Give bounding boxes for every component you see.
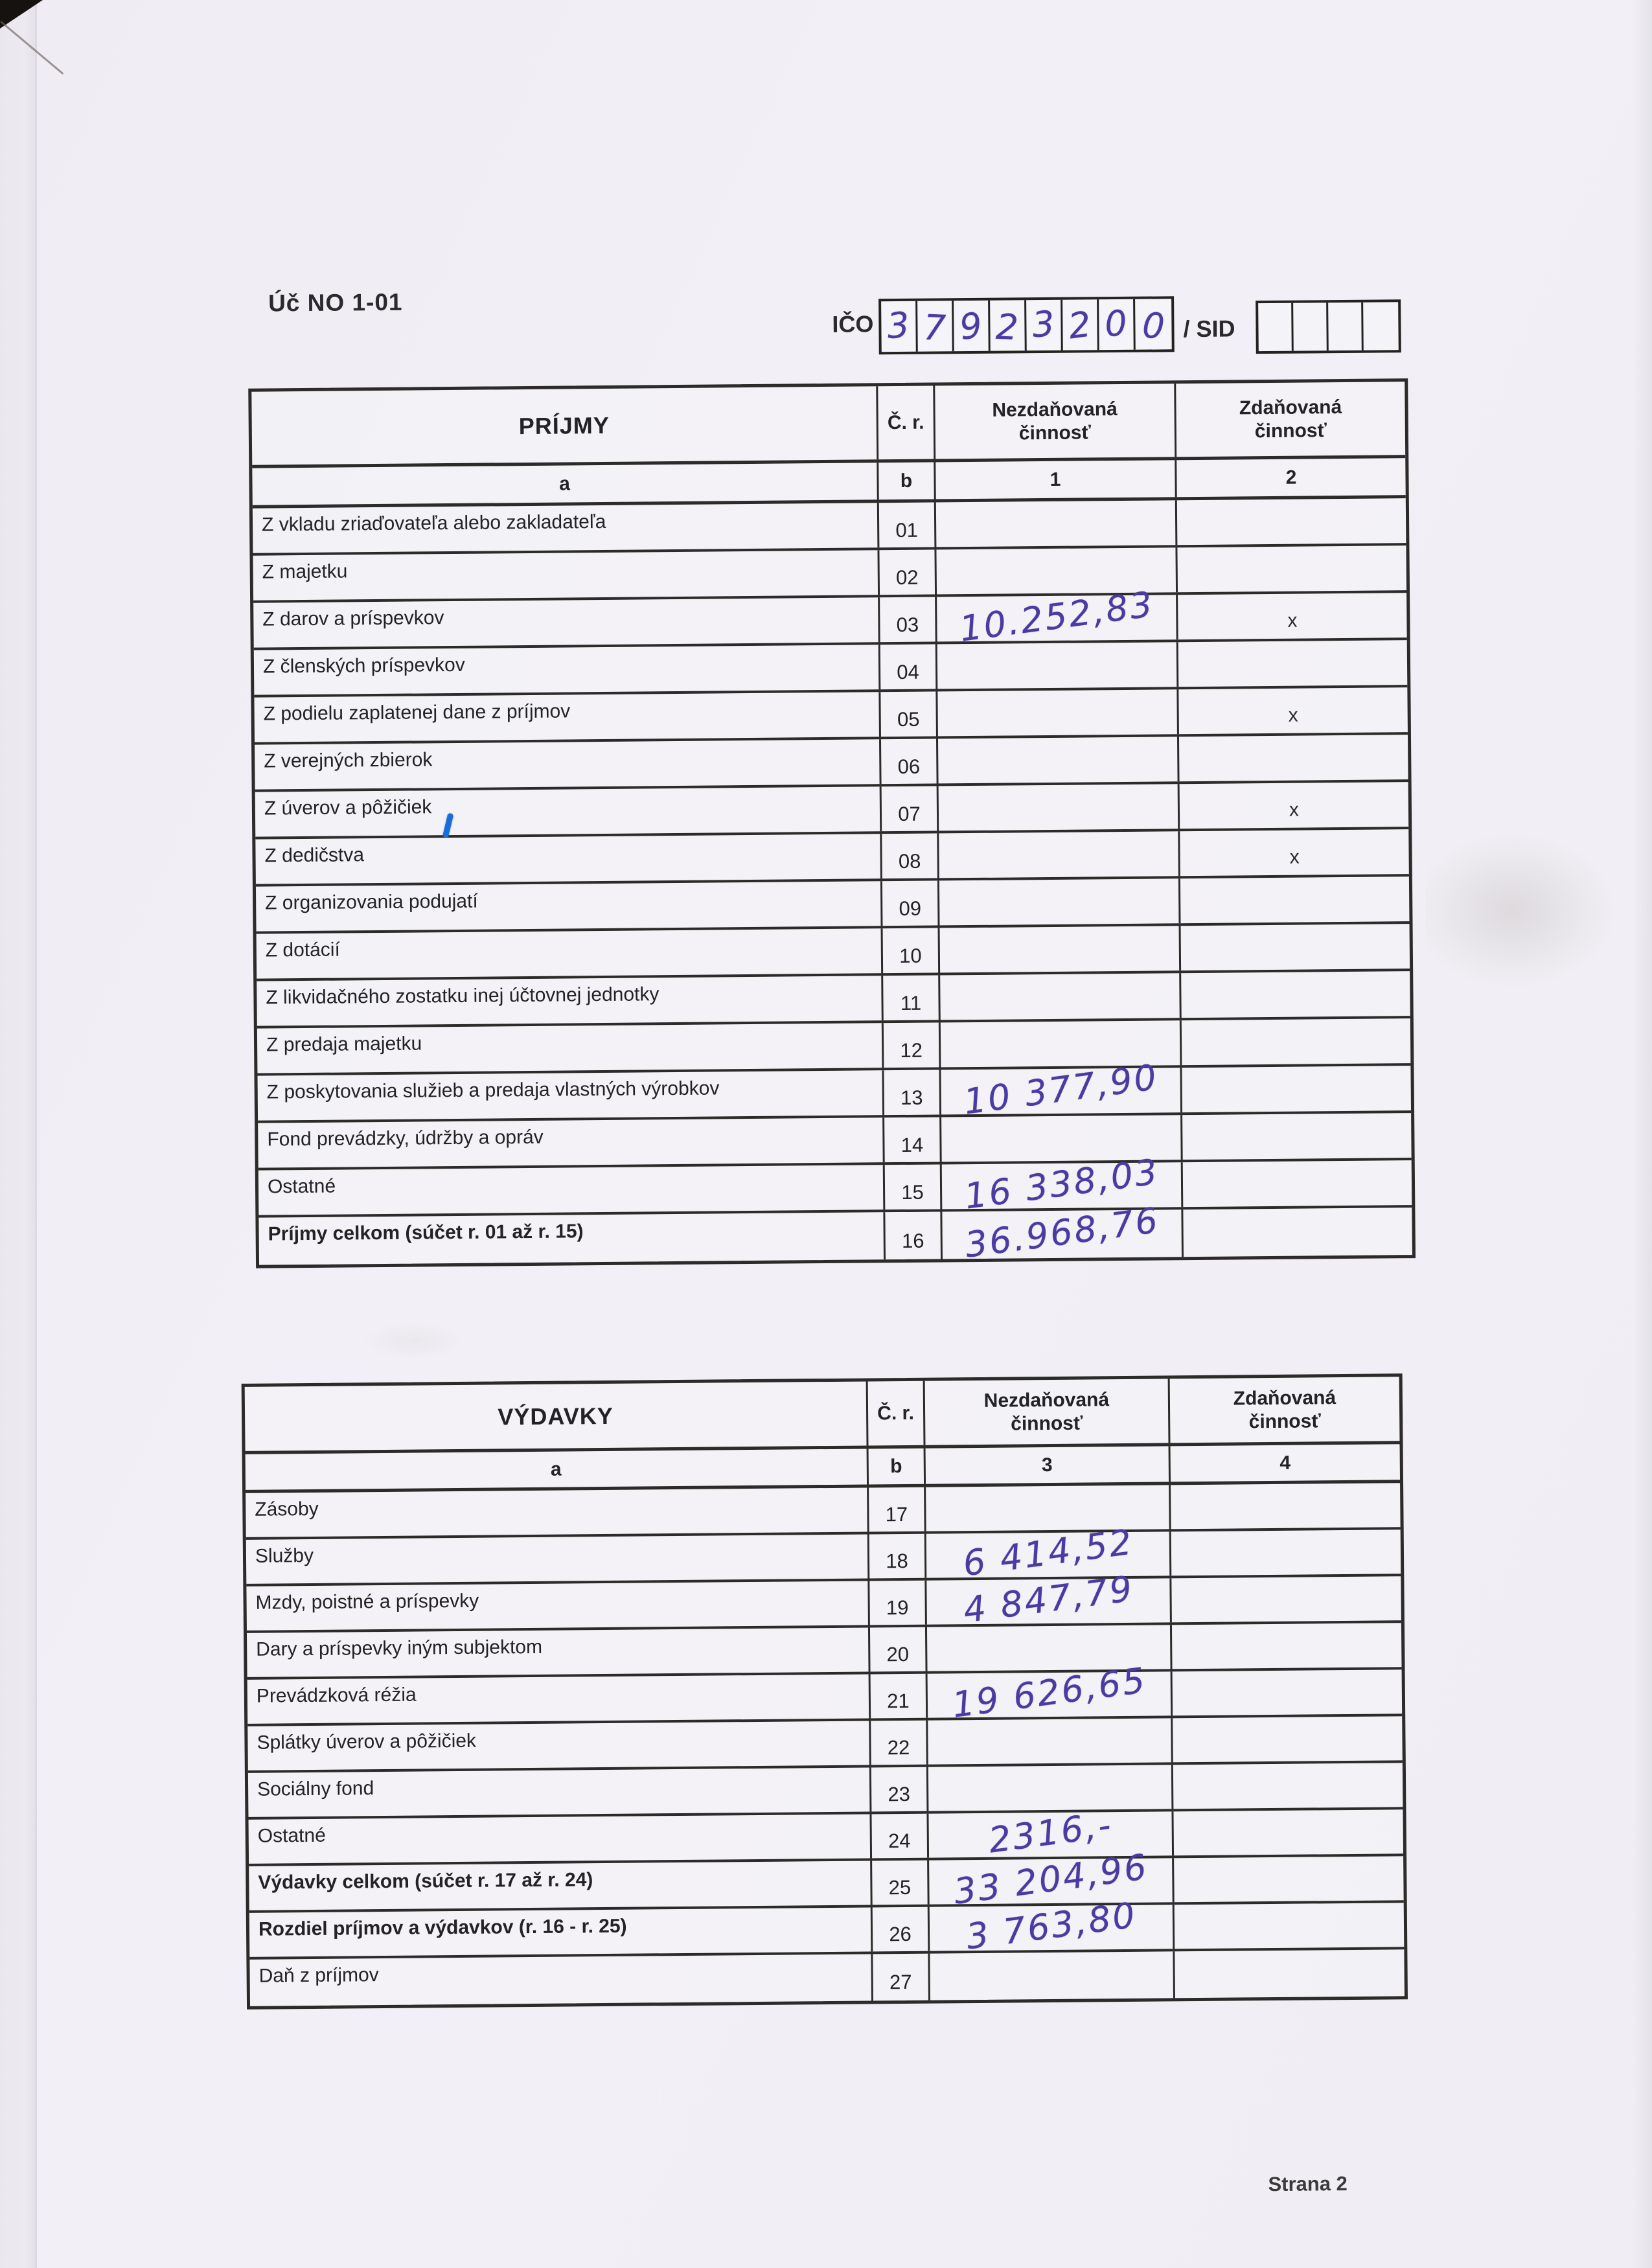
column-header-untaxed-activity: Nezdaňovaná činnosť [935,384,1176,459]
handwritten-digit: 2 [1066,303,1094,347]
untaxed-value-cell [937,642,1179,689]
row-number: 06 [881,739,939,784]
row-label: Z organizovania podujatí [256,881,883,931]
income-table-header-row [251,382,1405,468]
untaxed-value-cell [937,689,1179,736]
handwritten-value: 36.968,76 [962,1199,1162,1266]
row-number: 14 [884,1117,942,1162]
subheader-col3: 3 [926,1446,1171,1483]
handwritten-value: 3 763,80 [963,1894,1139,1958]
handwritten-value: 6 414,52 [960,1521,1136,1585]
row-label: Príjmy celkom (súčet r. 01 až r. 15) [258,1212,886,1265]
untaxed-value-cell [926,1568,1172,1631]
column-header-row-number: Č. r. [878,385,935,459]
row-number: 22 [871,1721,928,1765]
row-number: 24 [871,1814,929,1859]
taxed-value-cell: x [1289,846,1300,868]
untaxed-value-cell [926,1521,1172,1585]
handwritten-value: 2316,- [985,1804,1115,1861]
row-label: Mzdy, poistné a príspevky [246,1581,870,1630]
digit-box [1328,303,1364,350]
expense-table [242,1373,1408,2010]
handwritten-digit: 3 [1031,303,1057,345]
row-number: 21 [871,1674,928,1719]
subheader-col4: 4 [1279,1452,1291,1474]
digit-box [1026,300,1063,350]
untaxed-value-cell [941,1056,1182,1123]
row-number: 20 [870,1627,928,1672]
row-number: 23 [871,1767,929,1812]
income-table [248,378,1416,1268]
handwritten-value: 16 338,03 [961,1151,1162,1217]
digit-box [917,301,954,351]
taxed-value-cell [1175,1949,1405,1998]
digit-box [1258,303,1294,351]
untaxed-value-cell [928,1765,1174,1811]
digit-box [954,301,991,351]
row-label: Ostatné [258,1165,886,1215]
taxed-value-cell [1177,545,1406,592]
row-label: Výdavky celkom (súčet r. 17 až r. 24) [249,1861,873,1910]
digit-box [1099,299,1136,350]
row-number: 09 [882,880,940,926]
form-code: Úč NO 1-01 [268,288,403,317]
untaxed-value-cell [938,737,1180,783]
row-number: 25 [872,1861,930,1905]
expense-table-header-row [245,1377,1400,1454]
untaxed-value-cell [942,1199,1184,1266]
subheader-col2: 2 [1285,466,1297,488]
column-header-untaxed-activity: Nezdaňovaná činnosť [925,1379,1171,1445]
taxed-value-cell [1177,498,1406,545]
row-label: Služby [246,1534,870,1583]
digit-box [1062,299,1099,350]
untaxed-value-cell [940,926,1182,972]
taxed-value-cell [1178,640,1408,687]
taxed-value-cell [1181,924,1410,970]
taxed-value-cell [1173,1669,1403,1715]
row-number: 01 [879,502,937,547]
row-label: Zásoby [246,1487,869,1537]
handwritten-digit: 7 [923,306,947,349]
untaxed-value-cell [930,1894,1175,1958]
row-number: 12 [884,1022,941,1068]
table-row [249,1949,1405,2006]
row-number: 16 [885,1211,943,1259]
taxed-value-cell: x [1288,704,1298,726]
table-row [258,1199,1412,1266]
untaxed-value-cell [940,973,1182,1020]
column-header-row-number: Č. r. [868,1381,926,1446]
taxed-value-cell [1181,971,1410,1018]
taxed-value-cell [1171,1529,1401,1575]
row-label: Z členských príspevkov [254,645,881,694]
handwritten-value: 10.252,83 [957,583,1156,650]
digit-box [1135,299,1172,349]
row-number: 05 [880,691,938,737]
untaxed-value-cell [936,500,1178,547]
row-label: Rozdiel príjmov a výdavkov (r. 16 - r. 25) [249,1907,873,1956]
row-label: Prevádzková réžia [247,1674,871,1723]
ico-label: IČO [832,310,874,338]
row-number: 18 [869,1534,927,1579]
taxed-value-cell [1179,735,1408,781]
row-label: Z poskytovania služieb a predaja vlastných výrobkov [257,1070,884,1120]
row-label: Z majetku [253,550,880,600]
row-number: 17 [869,1487,926,1532]
subheader-a: a [246,1449,869,1489]
handwritten-digit: 3 [886,304,912,347]
row-number: 04 [880,644,938,689]
taxed-value-cell [1173,1716,1403,1762]
row-label: Fond prevádzky, údržby a opráv [258,1117,885,1167]
row-label: Z dedičstva [255,834,882,884]
row-label: Z úverov a pôžičiek [255,786,882,836]
taxed-value-cell [1180,876,1410,923]
row-label: Splátky úverov a pôžičiek [247,1721,871,1770]
sid-label: / SID [1183,315,1235,343]
row-number: 07 [882,786,939,831]
row-label: Sociálny fond [248,1767,872,1816]
taxed-value-cell [1173,1763,1403,1809]
handwritten-digit: 9 [957,304,985,348]
row-number: 19 [869,1581,927,1625]
taxed-value-cell [1182,1066,1411,1112]
handwritten-digit: 0 [1103,302,1129,345]
row-label: Z predaja majetku [257,1023,884,1073]
row-number: 13 [884,1070,941,1115]
sid-input-boxes [1256,299,1401,354]
digit-box [1363,302,1399,350]
column-header-taxed-activity: Zdaňovaná činnosť [1233,1386,1337,1432]
row-label: Z darov a príspevkov [253,597,880,647]
column-header-taxed-activity: Zdaňovaná činnosť [1239,396,1342,442]
taxed-value-cell [1173,1809,1403,1855]
handwritten-value: 4 847,79 [960,1568,1136,1631]
row-number: 11 [883,975,941,1020]
taxed-value-cell [1171,1483,1401,1529]
subheader-a: a [252,463,878,505]
untaxed-value-cell [937,583,1178,650]
handwritten-value: 33 204,96 [951,1846,1151,1912]
untaxed-value-cell [930,1951,1175,2000]
handwritten-value: 19 626,65 [949,1659,1149,1726]
subheader-col1: 1 [935,460,1176,499]
taxed-value-cell [1182,1113,1412,1160]
row-label: Z verejných zbierok [255,739,882,789]
row-number: 27 [873,1954,930,2001]
row-label: Z podielu zaplatenej dane z príjmov [254,692,881,742]
expense-table-title: VÝDAVKY [245,1381,869,1450]
taxed-value-cell [1182,1018,1411,1065]
untaxed-value-cell [929,1846,1175,1912]
subheader-b: b [869,1449,926,1485]
taxed-value-cell [1183,1160,1412,1207]
row-label: Ostatné [249,1814,873,1863]
ico-input-boxes [878,296,1175,354]
row-number: 15 [885,1164,943,1209]
digit-box [990,300,1027,350]
untaxed-value-cell [939,831,1180,878]
digit-box [881,301,918,352]
row-number: 08 [882,833,939,878]
taxed-value-cell [1171,1576,1401,1622]
row-label: Z vkladu zriaďovateľa alebo zakladateľa [253,503,880,553]
untaxed-value-cell [928,1659,1173,1726]
untaxed-value-cell [928,1718,1173,1764]
handwritten-digit: 0 [1141,304,1165,347]
row-number: 10 [883,928,941,973]
page-number: Strana 2 [1268,2172,1348,2196]
row-number: 03 [880,597,937,642]
row-label: Dary a príspevky iným subjektom [247,1627,871,1677]
taxed-value-cell: x [1289,799,1300,821]
taxed-value-cell [1174,1856,1404,1902]
row-label: Z dotácií [257,928,884,978]
handwritten-digit: 2 [995,306,1020,348]
handwritten-value: 10 377,90 [961,1056,1160,1123]
income-table-title: PRÍJMY [251,386,878,464]
digit-box [1293,303,1329,350]
taxed-value-cell [1183,1208,1412,1257]
taxed-value-cell: x [1287,610,1298,632]
taxed-value-cell [1172,1623,1402,1669]
row-label: Daň z príjmov [249,1954,873,2006]
row-number: 26 [873,1907,930,1952]
subheader-b: b [878,462,935,499]
untaxed-value-cell [939,784,1180,830]
row-label: Z likvidačného zostatku inej účtovnej jednotky [257,976,884,1025]
taxed-value-cell [1175,1903,1405,1949]
untaxed-value-cell [939,878,1181,925]
untaxed-value-cell [926,1485,1171,1531]
row-number: 02 [879,549,937,595]
